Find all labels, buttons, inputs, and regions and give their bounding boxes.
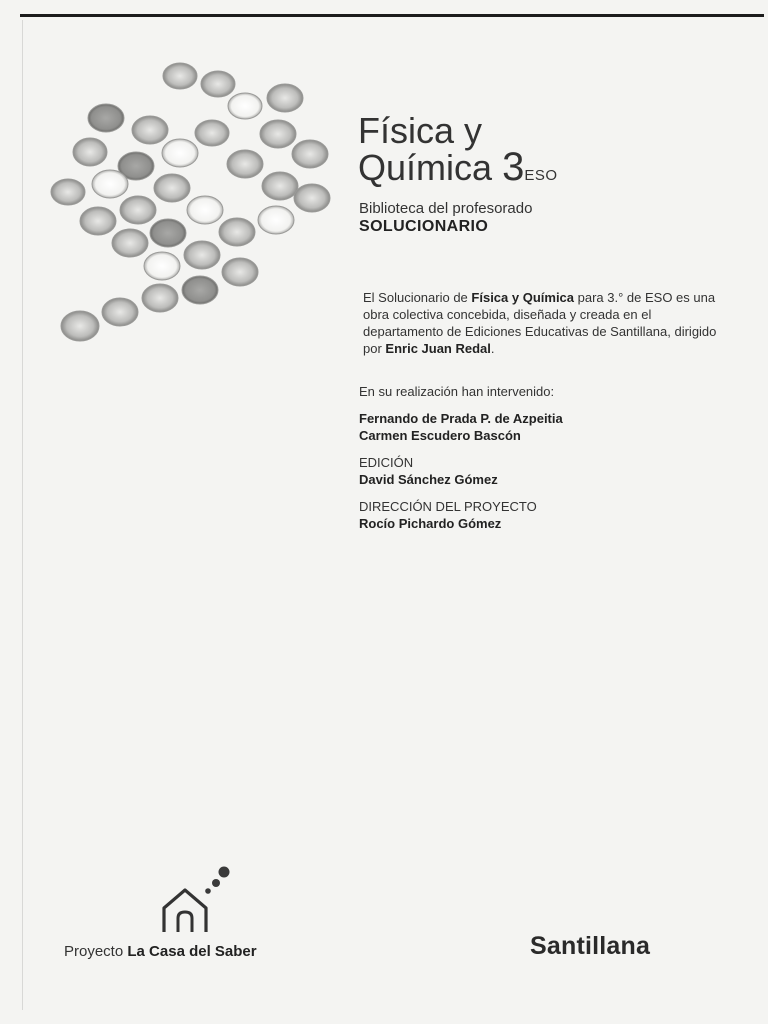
project-prefix: Proyecto bbox=[64, 943, 128, 960]
intro-text-1: El Solucionario de bbox=[363, 290, 472, 305]
page-edge bbox=[22, 20, 23, 1010]
author-2: Carmen Escudero Bascón bbox=[359, 428, 521, 443]
edicion-label: EDICIÓN bbox=[359, 455, 414, 470]
edicion-name: David Sánchez Gómez bbox=[359, 472, 498, 487]
title-level: ESO bbox=[524, 167, 558, 184]
intro-text-3: . bbox=[490, 341, 495, 356]
publisher-logo: Santillana bbox=[530, 932, 651, 960]
intro-text-2: para 3.° de ESO es una obra colectiva concebida, diseñada y creada en el departamento de Ediciones Educativas de Santillana, dirigido por bbox=[363, 290, 717, 356]
direccion-label: DIRECCIÓN DEL PROYECTO bbox=[359, 499, 537, 514]
title-line-2: Química bbox=[358, 147, 493, 188]
title-number: 3 bbox=[502, 145, 525, 189]
title-line-1: Física y bbox=[358, 110, 483, 151]
top-rule bbox=[20, 14, 764, 17]
project-name bbox=[64, 943, 257, 960]
intervenido-label: En su realización han intervenido: bbox=[359, 384, 555, 399]
cylinders-illustration bbox=[40, 58, 340, 358]
direccion-name: Rocío Pichardo Gómez bbox=[359, 516, 502, 531]
intro-paragraph bbox=[363, 289, 723, 357]
subtitle: Biblioteca del profesorado bbox=[359, 200, 533, 217]
author-1: Fernando de Prada P. de Azpeitia bbox=[359, 411, 563, 426]
solucionario-label: SOLUCIONARIO bbox=[359, 218, 489, 235]
intro-director: Enric Juan Redal bbox=[385, 341, 491, 356]
house-logo-icon bbox=[150, 860, 240, 935]
book-title bbox=[358, 112, 558, 194]
intro-subject: Física y Química bbox=[471, 290, 575, 305]
project-title: La Casa del Saber bbox=[127, 943, 257, 960]
